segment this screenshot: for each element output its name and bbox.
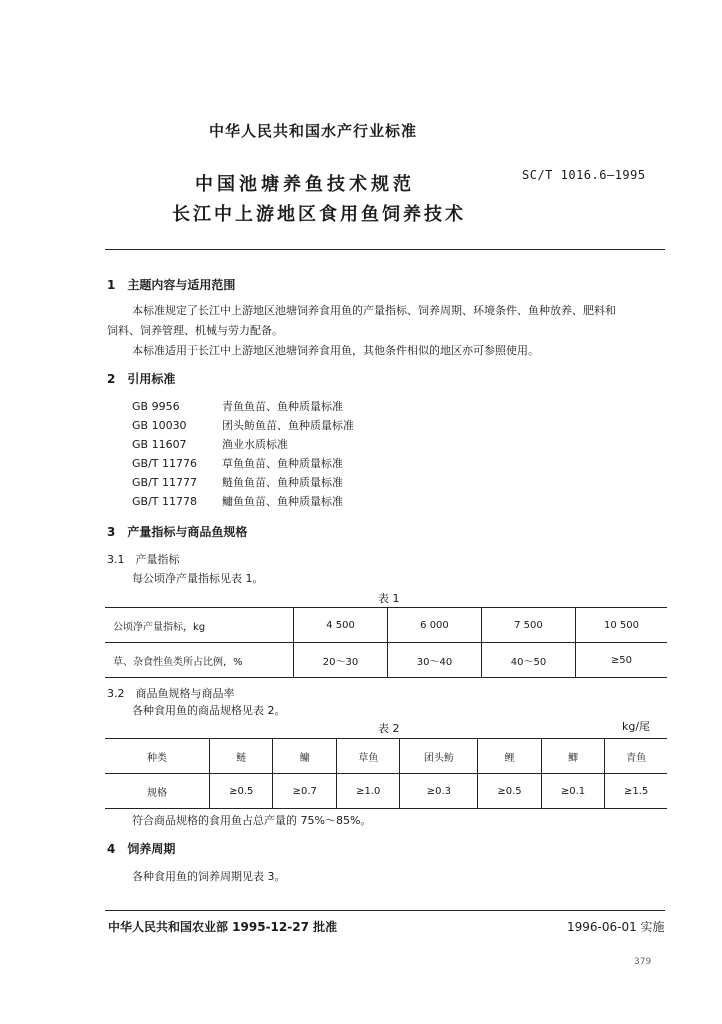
table-cell: 规格 xyxy=(105,774,210,809)
table-cell: 种类 xyxy=(105,739,210,774)
table2 xyxy=(105,738,667,809)
table-cell: 鲫 xyxy=(541,739,604,774)
ref-item xyxy=(132,436,288,452)
section1-heading: 1 主题内容与适用范围 xyxy=(107,278,236,292)
ref-title: 团头鲂鱼苗、鱼种质量标准 xyxy=(222,419,354,432)
ref-item xyxy=(132,493,343,509)
doc-title-line2: 长江中上游地区食用鱼饲养技术 xyxy=(172,204,466,225)
table-cell: 6 000 xyxy=(387,608,481,643)
table-cell: ≥0.3 xyxy=(400,774,478,809)
table-cell: ≥1.0 xyxy=(336,774,399,809)
ref-code: GB/T 11777 xyxy=(132,476,197,489)
ref-code: GB 11607 xyxy=(132,438,187,451)
table-cell: ≥1.5 xyxy=(605,774,667,809)
table-cell: 鲤 xyxy=(478,739,541,774)
section2-heading: 2 引用标准 xyxy=(107,372,176,386)
header-rule xyxy=(105,249,665,250)
table-row xyxy=(105,643,667,678)
section1-para1-line2: 饲料、饲养管理、机械与劳力配备。 xyxy=(107,324,283,337)
org-title: 中华人民共和国水产行业标准 xyxy=(209,122,418,140)
table-cell: 4 500 xyxy=(294,608,388,643)
table-cell: 鲢 xyxy=(210,739,273,774)
table-row xyxy=(105,774,667,809)
table2-unit: kg/尾 xyxy=(622,720,651,733)
table-cell: ≥0.7 xyxy=(273,774,336,809)
table1 xyxy=(105,607,667,678)
table-row xyxy=(105,608,667,643)
ref-title: 渔业水质标准 xyxy=(222,438,288,451)
table-cell: 7 500 xyxy=(481,608,575,643)
standard-code: SC/T 1016.6—1995 xyxy=(522,168,646,182)
section3-note: 符合商品规格的食用鱼占总产量的 75%～85%。 xyxy=(132,814,372,827)
table1-caption: 表 1 xyxy=(378,592,400,605)
table-row xyxy=(105,739,667,774)
section3-1-heading: 3.1 产量指标 xyxy=(107,553,180,566)
ref-item xyxy=(132,417,354,433)
table-cell: 鳙 xyxy=(273,739,336,774)
section3-heading: 3 产量指标与商品鱼规格 xyxy=(107,525,248,539)
table-cell: 青鱼 xyxy=(605,739,667,774)
section1-para1-line1: 本标准规定了长江中上游地区池塘饲养食用鱼的产量指标、饲养周期、环境条件、鱼种放养、肥料和 xyxy=(132,304,616,317)
table-cell: 10 500 xyxy=(575,608,667,643)
page-number: 379 xyxy=(634,957,652,967)
ref-title: 鳙鱼鱼苗、鱼种质量标准 xyxy=(222,495,343,508)
table-cell: ≥0.1 xyxy=(541,774,604,809)
section1-para2: 本标准适用于长江中上游地区池塘饲养食用鱼，其他条件相似的地区亦可参照使用。 xyxy=(132,344,539,357)
ref-item xyxy=(132,455,343,471)
section3-2-heading: 3.2 商品鱼规格与商品率 xyxy=(107,687,235,700)
section3-1-text: 每公顷净产量指标见表 1。 xyxy=(132,572,264,585)
ref-title: 草鱼鱼苗、鱼种质量标准 xyxy=(222,457,343,470)
ref-item xyxy=(132,398,343,414)
table-cell: 团头鲂 xyxy=(400,739,478,774)
ref-title: 青鱼鱼苗、鱼种质量标准 xyxy=(222,400,343,413)
table-cell: ≥0.5 xyxy=(478,774,541,809)
table-cell: 20～30 xyxy=(294,643,388,678)
table-cell: ≥0.5 xyxy=(210,774,273,809)
approval-date: 中华人民共和国农业部 1995-12-27 批准 xyxy=(108,920,338,934)
table2-caption: 表 2 xyxy=(378,722,400,735)
table-cell: 公顷净产量指标，kg xyxy=(105,608,294,643)
table-cell: 草鱼 xyxy=(336,739,399,774)
table-cell: 草、杂食性鱼类所占比例，% xyxy=(105,643,294,678)
table-cell: 30～40 xyxy=(387,643,481,678)
ref-code: GB 10030 xyxy=(132,419,187,432)
section4-text: 各种食用鱼的饲养周期见表 3。 xyxy=(132,870,286,883)
table-cell: ≥50 xyxy=(575,643,667,678)
section4-heading: 4 饲养周期 xyxy=(107,842,176,856)
doc-title-line1: 中国池塘养鱼技术规范 xyxy=(195,174,415,195)
footer-rule xyxy=(105,910,665,911)
effective-date: 1996-06-01 实施 xyxy=(567,920,665,934)
ref-code: GB/T 11776 xyxy=(132,457,197,470)
ref-item xyxy=(132,474,343,490)
table-cell: 40～50 xyxy=(481,643,575,678)
section3-2-text: 各种食用鱼的商品规格见表 2。 xyxy=(132,704,286,717)
ref-code: GB 9956 xyxy=(132,400,180,413)
ref-code: GB/T 11778 xyxy=(132,495,197,508)
ref-title: 鲢鱼鱼苗、鱼种质量标准 xyxy=(222,476,343,489)
